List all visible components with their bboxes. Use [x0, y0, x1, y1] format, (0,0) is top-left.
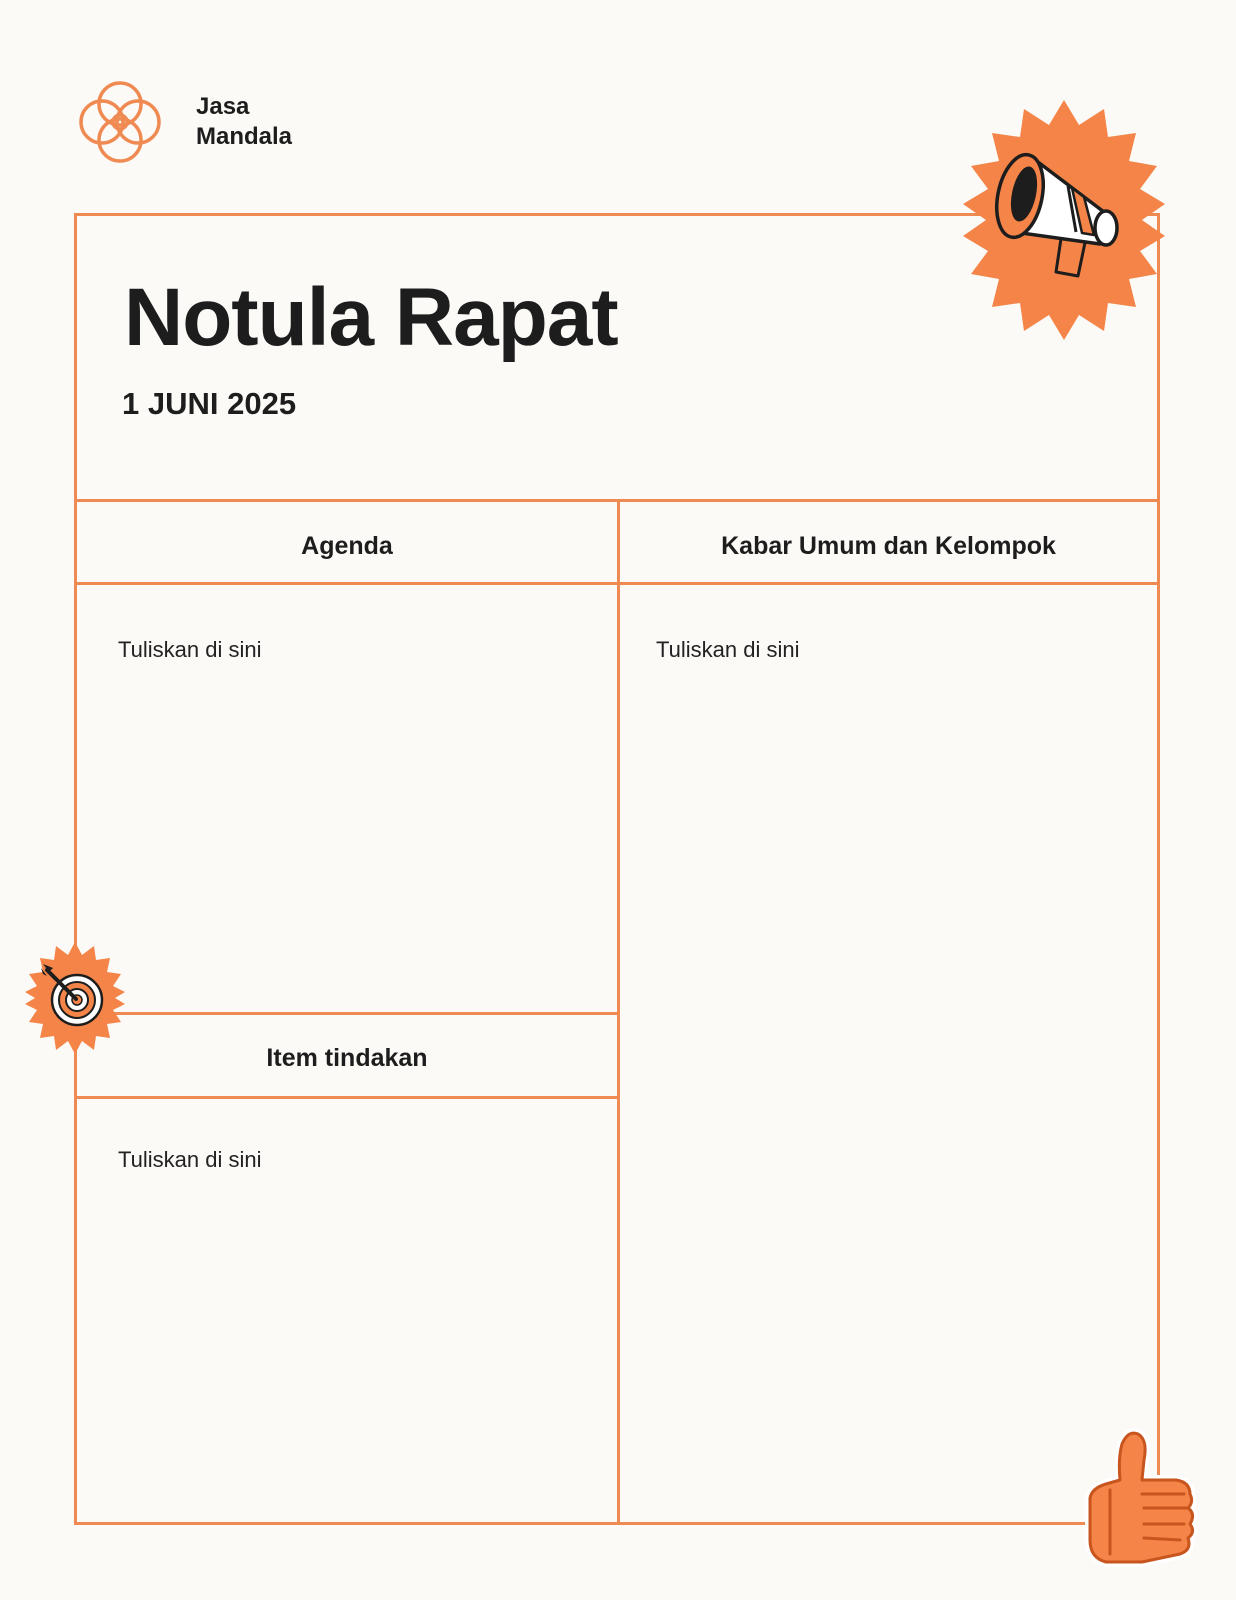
megaphone-icon — [944, 100, 1184, 340]
actions-heading: Item tindakan — [266, 1044, 428, 1072]
agenda-text-field[interactable]: Tuliskan di sini — [118, 637, 262, 662]
thumbs-up-icon — [1080, 1428, 1204, 1568]
news-text-field[interactable]: Tuliskan di sini — [656, 637, 800, 662]
brand-name-line2: Mandala — [196, 123, 293, 150]
agenda-heading: Agenda — [301, 532, 393, 560]
actions-heading-divider — [74, 1096, 619, 1099]
mandala-logo-icon — [72, 74, 168, 170]
actions-text-field[interactable]: Tuliskan di sini — [118, 1147, 262, 1172]
meeting-date: 1 JUNI 2025 — [122, 386, 297, 421]
brand-name — [196, 92, 292, 152]
page-title: Notula Rapat — [124, 272, 618, 363]
brand-name-line1: Jasa — [196, 93, 250, 120]
news-heading: Kabar Umum dan Kelompok — [721, 532, 1056, 560]
target-icon — [19, 942, 131, 1054]
actions-top-divider — [74, 1012, 619, 1015]
